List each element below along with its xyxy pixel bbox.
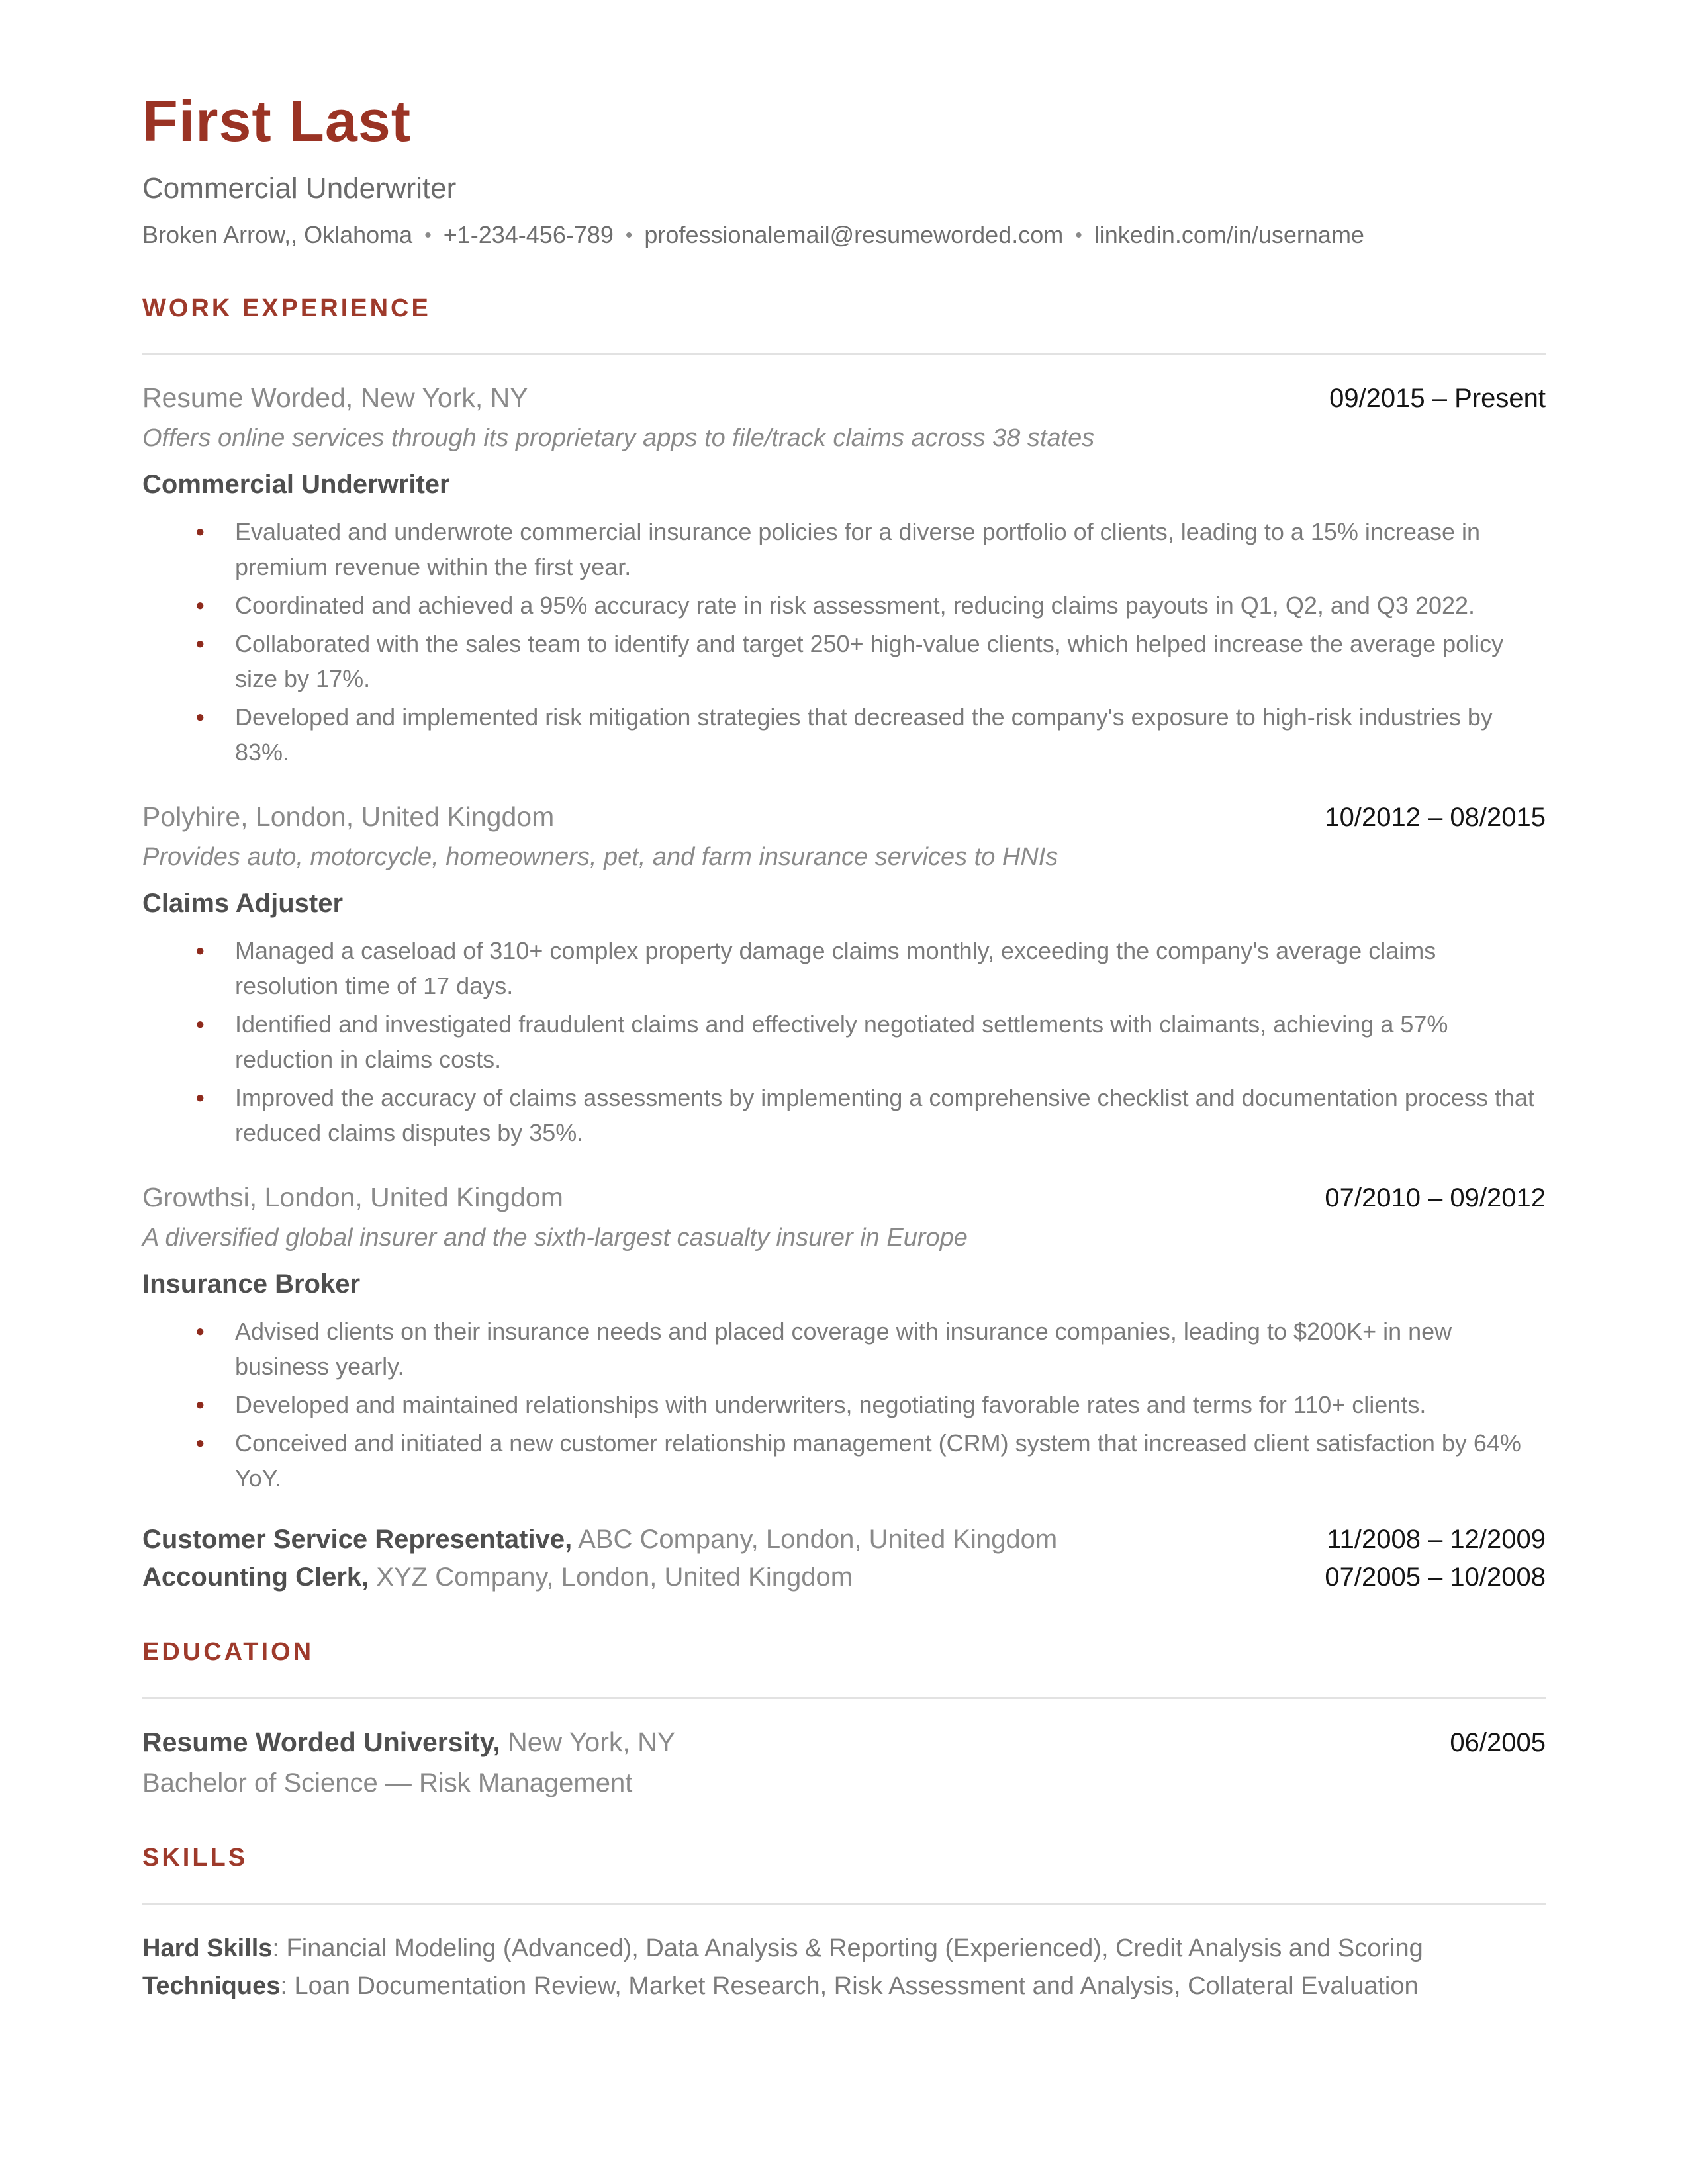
earlier-roles <box>142 1525 1546 1592</box>
candidate-job-title: Commercial Underwriter <box>142 171 457 205</box>
company-description: Offers online services through its proprietary apps to file/track claims across 38 states <box>142 424 1095 453</box>
company-location: Resume Worded, New York, NY <box>142 383 528 414</box>
bullet-dot-icon: ● <box>195 1434 205 1453</box>
role-left <box>142 1525 1057 1555</box>
bullet-dot-icon: ● <box>195 942 205 960</box>
skills-heading: SKILLS <box>142 1843 248 1872</box>
bullet-item <box>142 1314 1546 1384</box>
bullet-dot-icon: ● <box>195 523 205 541</box>
separator-dot-icon: • <box>625 224 633 246</box>
bullet-item <box>142 1080 1546 1150</box>
bullet-dot-icon: ● <box>195 1322 205 1341</box>
school-line <box>142 1727 675 1758</box>
bullet-text: Developed and maintained relationships with underwriters, negotiating favorable rates and terms for 110+ clients. <box>235 1391 1427 1419</box>
bullet-item <box>142 626 1546 696</box>
job-title: Commercial Underwriter <box>142 470 450 500</box>
bullet-list <box>142 933 1546 1150</box>
company-location: Growthsi, London, United Kingdom <box>142 1182 563 1213</box>
section-skills <box>142 1843 1546 2005</box>
resume-header <box>142 89 1546 249</box>
education-entry-header <box>142 1727 1546 1758</box>
skills-block <box>142 1930 1546 2005</box>
date-range: 10/2012 – 08/2015 <box>1325 803 1546 833</box>
bullet-item <box>142 588 1546 623</box>
bullet-item <box>142 933 1546 1003</box>
separator-dot-icon: • <box>424 224 432 246</box>
contact-phone: +1-234-456-789 <box>443 220 614 248</box>
school-location: New York, NY <box>500 1726 676 1757</box>
role-line <box>142 1563 1546 1592</box>
bullet-item <box>142 514 1546 584</box>
bullet-text: Improved the accuracy of claims assessments by implementing a comprehensive checklist and documentation process that reduced claims disputes by 35%. <box>235 1084 1534 1147</box>
skill-group-label: Techniques <box>142 1972 281 2000</box>
job-entry <box>142 383 1546 770</box>
role-company: ABC Company, London, United Kingdom <box>572 1525 1058 1555</box>
role-title: Customer Service Representative, <box>142 1525 573 1555</box>
company-description: Provides auto, motorcycle, homeowners, pet, and farm insurance services to HNIs <box>142 843 1058 872</box>
job-entry <box>142 1182 1546 1496</box>
school-name: Resume Worded University, <box>142 1726 500 1757</box>
job-title: Insurance Broker <box>142 1269 361 1299</box>
bullet-dot-icon: ● <box>195 596 205 615</box>
bullet-dot-icon: ● <box>195 635 205 653</box>
job-entry-header <box>142 1182 1546 1213</box>
section-education <box>142 1637 1546 1798</box>
section-divider <box>142 1903 1546 1905</box>
education-heading: EDUCATION <box>142 1638 314 1666</box>
date-range: 07/2005 – 10/2008 <box>1325 1563 1546 1592</box>
bullet-list <box>142 514 1546 770</box>
skill-group-items: : Financial Modeling (Advanced), Data Analysis & Reporting (Experienced), Credit Analysis and Scoring <box>272 1934 1423 1962</box>
degree: Bachelor of Science — Risk Management <box>142 1768 633 1797</box>
contact-linkedin: linkedin.com/in/username <box>1094 220 1364 248</box>
job-entry-header <box>142 383 1546 414</box>
separator-dot-icon: • <box>1075 224 1082 246</box>
section-work-experience <box>142 294 1546 1593</box>
job-title: Claims Adjuster <box>142 889 344 919</box>
skill-group-items: : Loan Documentation Review, Market Research, Risk Assessment and Analysis, Collateral Evaluation <box>280 1972 1419 2000</box>
contact-location: Broken Arrow,, Oklahoma <box>142 220 413 248</box>
bullet-item <box>142 1426 1546 1496</box>
date-range: 06/2005 <box>1450 1727 1546 1757</box>
bullet-text: Developed and implemented risk mitigation strategies that decreased the company's exposure to high-risk industries by 83%. <box>235 704 1493 766</box>
bullet-text: Advised clients on their insurance needs and placed coverage with insurance companies, leading to $200K+ in new business yearly. <box>235 1318 1452 1381</box>
candidate-name: First Last <box>142 88 412 154</box>
work-experience-heading: WORK EXPERIENCE <box>142 294 431 322</box>
skill-group-label: Hard Skills <box>142 1934 273 1962</box>
company-location: Polyhire, London, United Kingdom <box>142 801 555 833</box>
bullet-item <box>142 1387 1546 1422</box>
bullet-dot-icon: ● <box>195 708 205 727</box>
job-entry <box>142 801 1546 1150</box>
bullet-list <box>142 1314 1546 1496</box>
section-divider <box>142 1697 1546 1699</box>
contact-email: professionalemail@resumeworded.com <box>644 220 1064 248</box>
section-divider <box>142 353 1546 355</box>
role-company: XYZ Company, London, United Kingdom <box>369 1563 853 1592</box>
bullet-text: Managed a caseload of 310+ complex property damage claims monthly, exceeding the company's average claims resolution time of 17 days. <box>235 937 1436 1000</box>
bullet-text: Coordinated and achieved a 95% accuracy rate in risk assessment, reducing claims payouts in Q1, Q2, and Q3 2022. <box>235 592 1476 619</box>
bullet-dot-icon: ● <box>195 1015 205 1034</box>
role-title: Accounting Clerk, <box>142 1563 369 1592</box>
bullet-item <box>142 700 1546 770</box>
bullet-text: Conceived and initiated a new customer relationship management (CRM) system that increased client satisfaction by 64% YoY. <box>235 1430 1521 1492</box>
role-left <box>142 1563 853 1592</box>
bullet-text: Evaluated and underwrote commercial insurance policies for a diverse portfolio of clients, leading to a 15% increase in premium revenue within the first year. <box>235 518 1481 581</box>
company-description: A diversified global insurer and the sixth-largest casualty insurer in Europe <box>142 1224 968 1252</box>
bullet-dot-icon: ● <box>195 1396 205 1414</box>
bullet-text: Identified and investigated fraudulent claims and effectively negotiated settlements with claimants, achieving a 57% reduction in claims costs. <box>235 1011 1448 1073</box>
date-range: 11/2008 – 12/2009 <box>1327 1525 1546 1555</box>
education-entry <box>142 1727 1546 1798</box>
bullet-text: Collaborated with the sales team to identify and target 250+ high-value clients, which helped increase the average policy size by 17%. <box>235 630 1504 693</box>
skill-group <box>142 1930 1546 1968</box>
job-entry-header <box>142 801 1546 833</box>
bullet-dot-icon: ● <box>195 1089 205 1107</box>
contact-line <box>142 221 1546 249</box>
skill-group <box>142 1968 1546 2005</box>
bullet-item <box>142 1007 1546 1077</box>
date-range: 07/2010 – 09/2012 <box>1325 1183 1546 1213</box>
role-line <box>142 1525 1546 1555</box>
date-range: 09/2015 – Present <box>1329 384 1546 414</box>
